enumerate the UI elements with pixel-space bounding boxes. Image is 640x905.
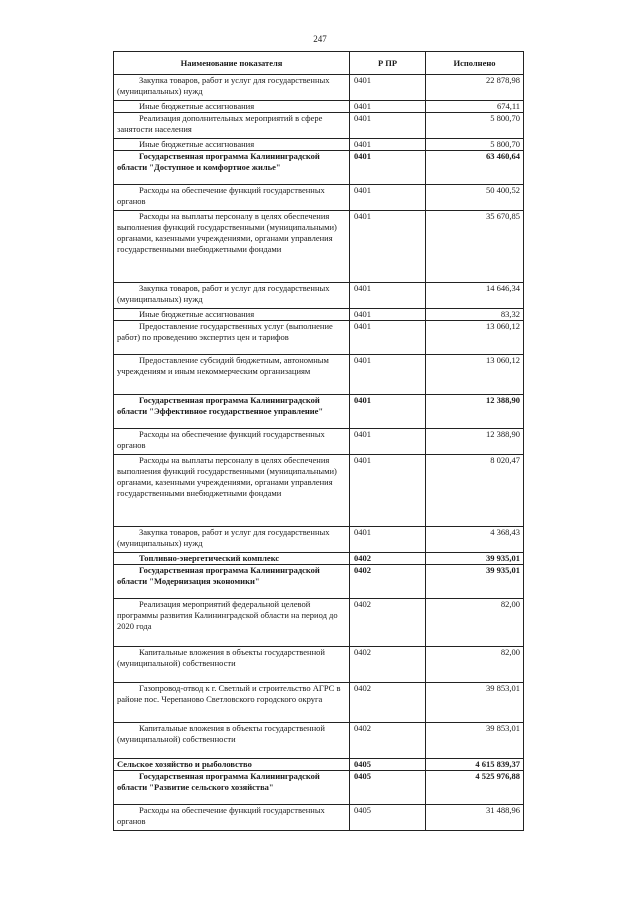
row-indicator-name: Предоставление государственных услуг (выполнение работ) по проведению экспертиз цен и тарифов — [114, 321, 350, 355]
row-value: 13 060,12 — [426, 355, 524, 395]
row-code: 0401 — [350, 113, 426, 139]
row-code: 0401 — [350, 75, 426, 101]
header-code: Р ПР — [350, 52, 426, 75]
row-indicator-name: Государственная программа Калининградской области "Доступное и комфортное жилье" — [114, 151, 350, 185]
row-code: 0401 — [350, 321, 426, 355]
row-indicator-name: Расходы на обеспечение функций государственных органов — [114, 429, 350, 455]
row-indicator-name: Капитальные вложения в объекты государственной (муниципальной) собственности — [114, 647, 350, 683]
row-value: 82,00 — [426, 599, 524, 647]
row-indicator-name: Государственная программа Калининградской области "Модернизация экономики" — [114, 565, 350, 599]
row-value: 83,32 — [426, 309, 524, 321]
budget-table — [113, 51, 524, 831]
row-value: 82,00 — [426, 647, 524, 683]
table-row — [114, 771, 524, 805]
row-code: 0402 — [350, 565, 426, 599]
table-row — [114, 553, 524, 565]
row-value: 39 935,01 — [426, 553, 524, 565]
row-indicator-name: Расходы на выплаты персоналу в целях обеспечения выполнения функций государственными (муниципальными) органами, казенными учреждениями, органами управления государственными внебюджетными фондами — [114, 211, 350, 283]
row-code: 0401 — [350, 527, 426, 553]
row-code: 0401 — [350, 395, 426, 429]
row-code: 0402 — [350, 553, 426, 565]
table-row — [114, 527, 524, 553]
table-row — [114, 283, 524, 309]
row-value: 8 020,47 — [426, 455, 524, 527]
table-row — [114, 75, 524, 101]
row-code: 0402 — [350, 647, 426, 683]
row-value: 63 460,64 — [426, 151, 524, 185]
row-value: 4 368,43 — [426, 527, 524, 553]
row-indicator-name: Государственная программа Калининградской области "Развитие сельского хозяйства" — [114, 771, 350, 805]
table-row — [114, 429, 524, 455]
table-body — [114, 75, 524, 831]
page-number: 247 — [313, 34, 327, 44]
row-indicator-name: Газопровод-отвод к г. Светлый и строительство АГРС в районе пос. Черепаново Светловского городского округа — [114, 683, 350, 723]
row-code: 0401 — [350, 101, 426, 113]
table-row — [114, 355, 524, 395]
row-value: 4 615 839,37 — [426, 759, 524, 771]
table-row — [114, 151, 524, 185]
table-row — [114, 759, 524, 771]
row-code: 0402 — [350, 599, 426, 647]
table-row — [114, 455, 524, 527]
row-code: 0402 — [350, 723, 426, 759]
row-value: 13 060,12 — [426, 321, 524, 355]
table-row — [114, 211, 524, 283]
row-value: 35 670,85 — [426, 211, 524, 283]
row-indicator-name: Иные бюджетные ассигнования — [114, 309, 350, 321]
row-indicator-name: Расходы на обеспечение функций государственных органов — [114, 805, 350, 831]
row-indicator-name: Расходы на обеспечение функций государственных органов — [114, 185, 350, 211]
row-code: 0401 — [350, 283, 426, 309]
table-row — [114, 395, 524, 429]
row-indicator-name: Иные бюджетные ассигнования — [114, 101, 350, 113]
row-value: 39 935,01 — [426, 565, 524, 599]
row-value: 50 400,52 — [426, 185, 524, 211]
row-value: 12 388,90 — [426, 429, 524, 455]
table-row — [114, 683, 524, 723]
row-code: 0405 — [350, 805, 426, 831]
row-indicator-name: Закупка товаров, работ и услуг для государственных (муниципальных) нужд — [114, 75, 350, 101]
row-value: 674,11 — [426, 101, 524, 113]
row-code: 0401 — [350, 429, 426, 455]
row-code: 0401 — [350, 185, 426, 211]
row-value: 31 488,96 — [426, 805, 524, 831]
row-code: 0401 — [350, 455, 426, 527]
table-row — [114, 647, 524, 683]
table-row — [114, 805, 524, 831]
row-indicator-name: Капитальные вложения в объекты государственной (муниципальной) собственности — [114, 723, 350, 759]
row-indicator-name: Сельское хозяйство и рыболовство — [114, 759, 350, 771]
row-code: 0401 — [350, 211, 426, 283]
row-indicator-name: Реализация мероприятий федеральной целевой программы развития Калининградской области на период до 2020 года — [114, 599, 350, 647]
row-code: 0401 — [350, 309, 426, 321]
row-code: 0401 — [350, 139, 426, 151]
row-code: 0405 — [350, 759, 426, 771]
row-indicator-name: Государственная программа Калининградской области "Эффективное государственное управление" — [114, 395, 350, 429]
table-row — [114, 139, 524, 151]
table-row — [114, 565, 524, 599]
row-code: 0401 — [350, 355, 426, 395]
row-value: 12 388,90 — [426, 395, 524, 429]
row-value: 5 800,70 — [426, 139, 524, 151]
row-indicator-name: Закупка товаров, работ и услуг для государственных (муниципальных) нужд — [114, 283, 350, 309]
row-code: 0401 — [350, 151, 426, 185]
table-row — [114, 321, 524, 355]
row-value: 4 525 976,88 — [426, 771, 524, 805]
table-row — [114, 599, 524, 647]
row-value: 5 800,70 — [426, 113, 524, 139]
row-code: 0405 — [350, 771, 426, 805]
row-indicator-name: Предоставление субсидий бюджетным, автономным учреждениям и иным некоммерческим организациям — [114, 355, 350, 395]
table-header — [114, 52, 524, 75]
header-value: Исполнено — [426, 52, 524, 75]
row-value: 39 853,01 — [426, 723, 524, 759]
table-row — [114, 185, 524, 211]
row-value: 39 853,01 — [426, 683, 524, 723]
row-value: 14 646,34 — [426, 283, 524, 309]
row-indicator-name: Реализация дополнительных мероприятий в сфере занятости населения — [114, 113, 350, 139]
table-row — [114, 723, 524, 759]
row-indicator-name: Закупка товаров, работ и услуг для государственных (муниципальных) нужд — [114, 527, 350, 553]
row-indicator-name: Иные бюджетные ассигнования — [114, 139, 350, 151]
row-indicator-name: Топливно-энергетический комплекс — [114, 553, 350, 565]
row-indicator-name: Расходы на выплаты персоналу в целях обеспечения выполнения функций государственными (муниципальными) органами, казенными учреждениями, органами управления государственными внебюджетными фондами — [114, 455, 350, 527]
table-row — [114, 101, 524, 113]
row-value: 22 878,98 — [426, 75, 524, 101]
table-row — [114, 309, 524, 321]
row-code: 0402 — [350, 683, 426, 723]
table-row — [114, 113, 524, 139]
header-name: Наименование показателя — [114, 52, 350, 75]
